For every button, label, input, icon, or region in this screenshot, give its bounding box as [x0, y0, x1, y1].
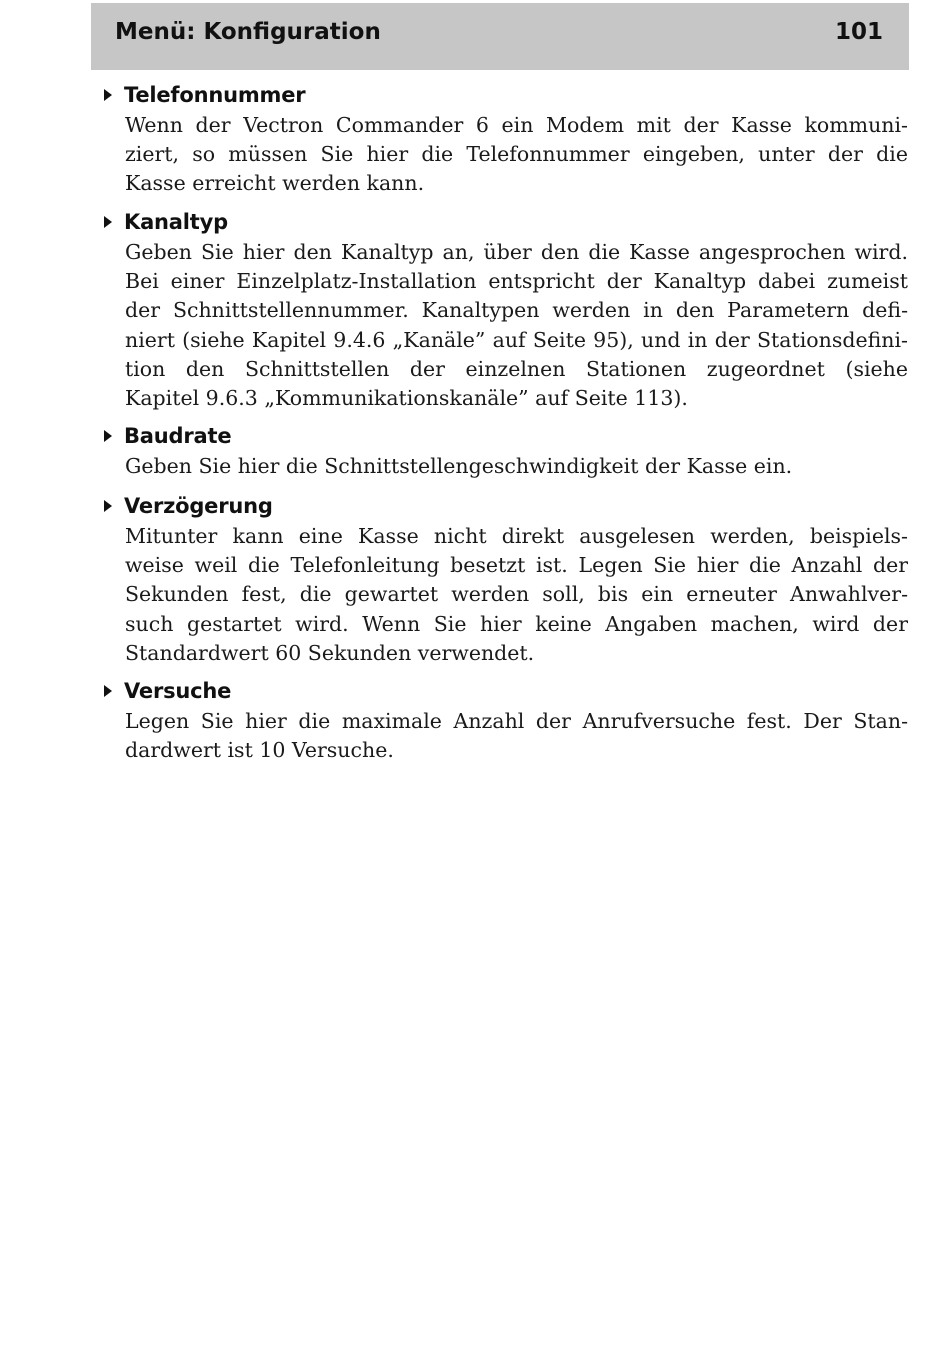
section-kanaltyp [0, 209, 950, 413]
section-body [125, 522, 908, 668]
triangle-bullet-icon [104, 89, 112, 101]
page-header [91, 3, 909, 70]
text-line: tion den Schnittstellen der einzelnen Stationen zugeordnet (siehe [125, 356, 908, 381]
section-title: Baudrate [124, 424, 232, 448]
triangle-bullet-icon [104, 685, 112, 697]
text-line: Standardwert 60 Sekunden verwendet. [125, 640, 535, 665]
text-line: Legen Sie hier die maximale Anzahl der Anrufversuche fest. Der Stan- [125, 709, 908, 733]
section-title: Telefonnummer [124, 83, 306, 107]
section-telefonnummer [0, 82, 950, 199]
section-baudrate [0, 423, 950, 481]
section-title: Versuche [124, 679, 232, 703]
section-verzoegerung [0, 493, 950, 668]
section-title: Kanaltyp [124, 210, 228, 234]
section-versuche [0, 678, 950, 765]
text-line: weise weil die Telefonleitung besetzt ist. Legen Sie hier die Anzahl der [125, 553, 908, 578]
text-line: Kapitel 9.6.3 „Kommunikationskanäle” auf Seite 113). [125, 385, 688, 410]
text-line: Bei einer Einzelplatz-Installation entspricht der Kanaltyp dabei zumeist [125, 269, 908, 294]
text-line: der Schnittstellennummer. Kanaltypen werden in den Parametern defi- [125, 298, 908, 323]
page-number: 101 [834, 19, 883, 45]
triangle-bullet-icon [104, 216, 112, 228]
text-line: dardwert ist 10 Versuche. [125, 738, 394, 763]
text-line: such gestartet wird. Wenn Sie hier keine Angaben machen, wird der [125, 611, 908, 636]
section-title: Verzögerung [124, 494, 273, 518]
section-body [125, 707, 908, 765]
section-body [125, 111, 908, 199]
text-line: Wenn der Vectron Commander 6 ein Modem mit der Kasse kommuni- [125, 113, 908, 137]
text-line: ziert, so müssen Sie hier die Telefonnummer eingeben, unter der die [125, 142, 908, 167]
text-line: Geben Sie hier den Kanaltyp an, über den die Kasse angesprochen wird. [125, 240, 908, 264]
section-body [125, 238, 908, 413]
triangle-bullet-icon [104, 500, 112, 512]
text-line: Geben Sie hier die Schnittstellengeschwindigkeit der Kasse ein. [125, 454, 793, 478]
text-line: niert (siehe Kapitel 9.4.6 „Kanäle” auf Seite 95), und in der Stationsdefini- [125, 327, 908, 352]
text-line: Kasse erreicht werden kann. [125, 171, 425, 196]
chapter-title: Menü: Konfiguration [115, 19, 381, 45]
section-body [125, 452, 908, 481]
text-line: Sekunden fest, die gewartet werden soll, bis ein erneuter Anwahlver- [125, 582, 908, 607]
triangle-bullet-icon [104, 430, 112, 442]
text-line: Mitunter kann eine Kasse nicht direkt ausgelesen werden, beispiels- [125, 524, 908, 548]
